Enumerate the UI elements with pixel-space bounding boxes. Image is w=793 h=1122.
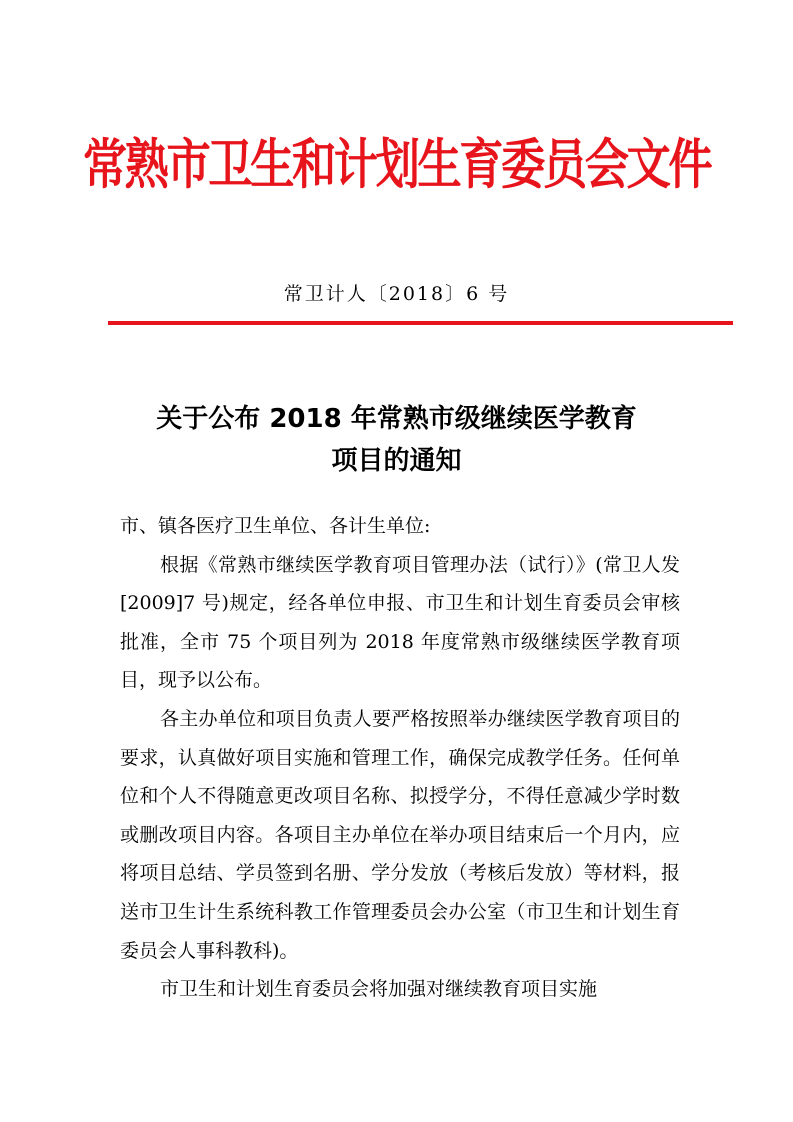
document-number: 常卫计人〔2018〕6 号	[283, 283, 510, 305]
paragraph-3: 市卫生和计划生育委员会将加强对继续教育项目实施	[160, 978, 598, 1001]
notice-title-line-1: 关于公布 2018 年常熟市级继续医学教育	[156, 404, 637, 434]
salutation: 市、镇各医疗卫生单位、各计生单位:	[120, 515, 431, 537]
notice-title	[0, 398, 793, 482]
masthead-title: 常熟市卫生和计划生育委员会文件	[82, 132, 711, 196]
red-divider-rule	[108, 321, 733, 325]
paragraph-1: 根据《常熟市继续医学教育项目管理办法（试行）》(常卫人发[2009]7 号)规定，经各单位申报、市卫生和计划生育委员会审核批准，全市 75 个项目列为 2018 年度常熟市级继续医学教育项目，现予以公布。	[120, 553, 680, 692]
notice-title-line-2: 项目的通知	[331, 446, 462, 476]
paragraph-2: 各主办单位和项目负责人要严格按照举办继续医学教育项目的要求，认真做好项目实施和管理工作，确保完成教学任务。任何单位和个人不得随意更改项目名称、拟授学分，不得任意减少学时数或删改项目内容。各项目主办单位在举办项目结束后一个月内，应将项目总结、学员签到名册、学分发放（考核后发放）等材料，报送市卫生计生系统科教工作管理委员会办公室（市卫生和计划生育委员会人事科教科)。	[120, 707, 680, 962]
notice-body	[120, 507, 680, 1009]
